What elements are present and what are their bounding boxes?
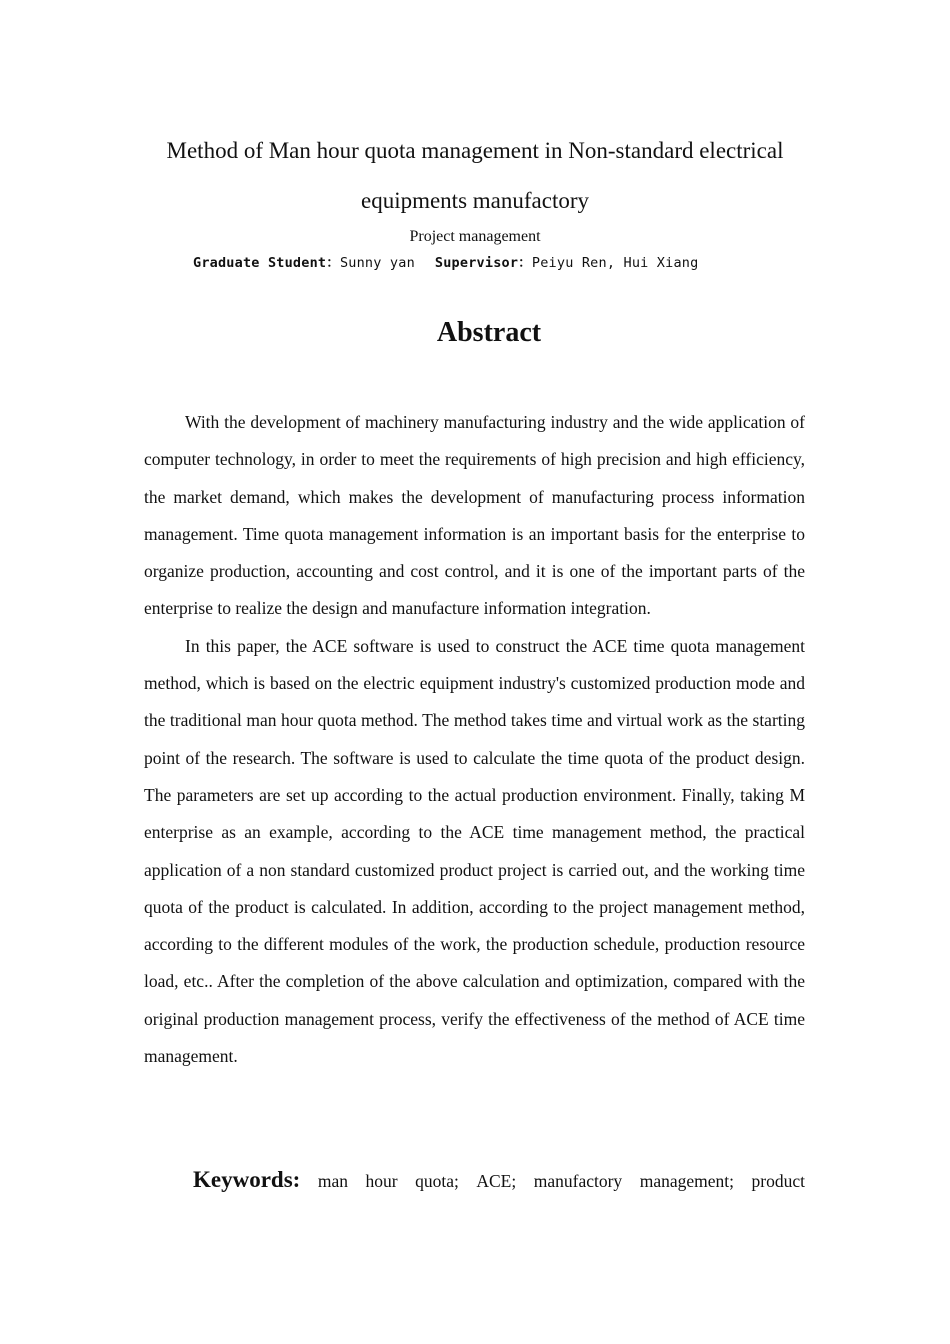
keyword-word: hour <box>365 1171 398 1191</box>
subtitle: Project management <box>409 228 541 245</box>
abstract-heading: Abstract <box>436 317 542 348</box>
student-name: Sunny yan <box>339 255 415 271</box>
keyword-word: product <box>751 1171 805 1191</box>
keywords-label: Keywords: <box>193 1167 301 1192</box>
keyword-word: ACE; <box>476 1171 517 1191</box>
title-line-1: Method of Man hour quota management in Non-standard electrical <box>166 138 784 163</box>
keyword-word: management; <box>639 1171 734 1191</box>
abstract-paragraph-2: In this paper, the ACE software is used to construct the ACE time quota management method, which is based on the electric equipment industry's customized production mode and the traditional man hour quota method. The method takes time and virtual work as the starting point of the research. The software is used to calculate the time quota of the product design. The parameters are set up according to the actual production environment. Finally, taking M enterprise as an example, according to the ACE time management method, the practical application of a non standard customized product project is carried out, and the working time quota of the product is calculated. In addition, according to the project management method, according to the different modules of the work, the production schedule, production resource load, etc.. After the completion of the above calculation and optimization, compared with the original production management process, verify the effectiveness of the method of ACE time management. <box>144 635 805 1067</box>
abstract-paragraph-1: With the development of machinery manufacturing industry and the wide application of computer technology, in order to meet the requirements of high precision and high efficiency, the market demand, which makes the development of manufacturing process information management. Time quota management information is an important basis for the enterprise to organize production, accounting and cost control, and it is one of the important parts of the enterprise to realize the design and manufacture information integration. <box>144 412 805 619</box>
keyword-word: manufactory <box>533 1171 623 1191</box>
supervisor-name: Peiyu Ren, Hui Xiang <box>531 255 699 271</box>
keywords-line <box>144 1162 805 1199</box>
student-label: Graduate Student： <box>193 255 340 271</box>
keyword-word: quota; <box>415 1171 459 1191</box>
title-line-2: equipments manufactory <box>360 188 589 213</box>
abstract-body <box>144 404 805 1075</box>
author-line <box>193 254 698 272</box>
keyword-word: man <box>317 1171 348 1191</box>
supervisor-label: Supervisor： <box>434 255 532 271</box>
